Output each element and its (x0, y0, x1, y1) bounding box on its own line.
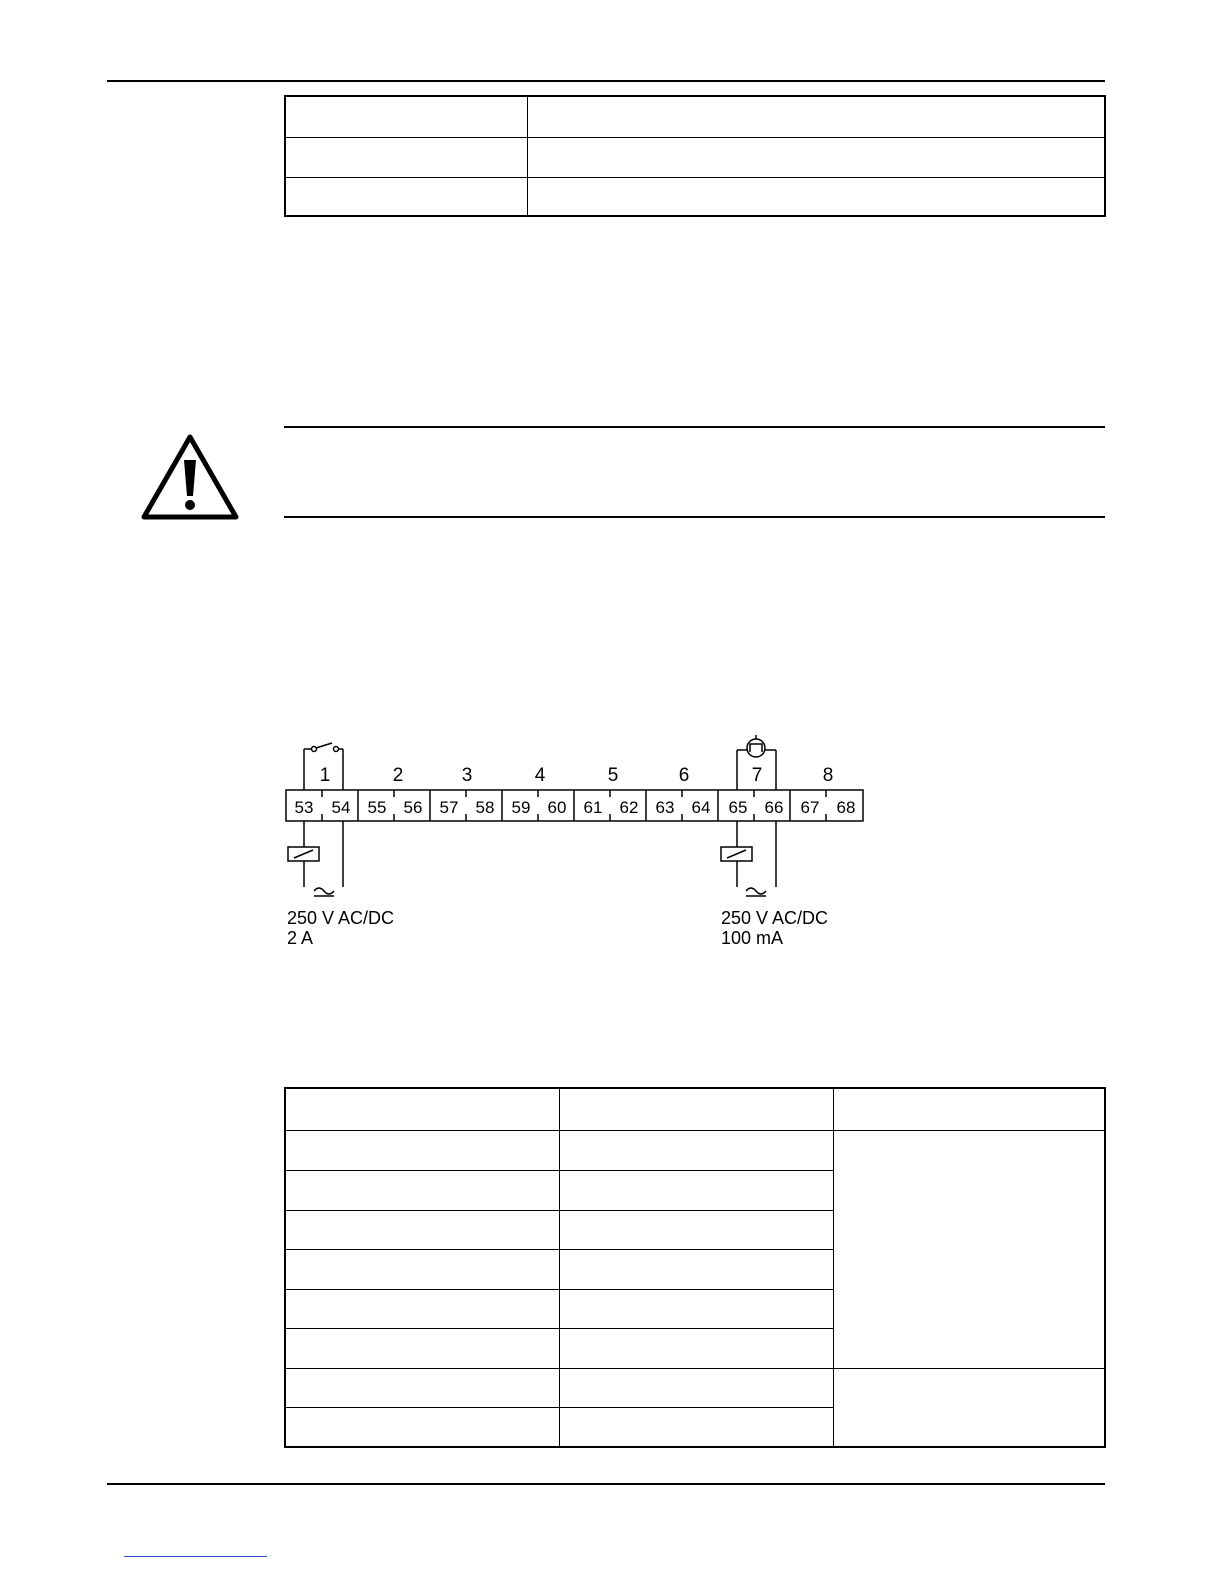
group-label: 1 (319, 765, 331, 786)
terminal-number: 58 (475, 798, 495, 817)
load-left (288, 821, 343, 896)
warning-icon (139, 432, 241, 522)
rating-left-voltage: 250 V AC/DC (287, 908, 395, 928)
group-label: 3 (461, 765, 473, 786)
top-table-row-divider (286, 137, 1104, 138)
terminal-number: 68 (836, 798, 856, 817)
bottom-table-row-divider (286, 1328, 833, 1329)
bottom-table-row-divider (286, 1170, 833, 1171)
terminal-number: 55 (367, 798, 387, 817)
terminal-number: 60 (547, 798, 567, 817)
header-rule (107, 80, 1105, 82)
terminal-number: 57 (439, 798, 459, 817)
bottom-table-row-divider (286, 1289, 833, 1290)
group-label: 4 (534, 765, 546, 786)
rating-right-voltage: 250 V AC/DC (721, 908, 829, 928)
terminal-number: 65 (728, 798, 748, 817)
warning-top-rule (284, 426, 1105, 428)
group-label: 8 (822, 765, 834, 786)
footer-rule (107, 1483, 1105, 1485)
bottom-table-row-divider (286, 1210, 833, 1211)
rating-left (287, 908, 394, 948)
load-right (721, 821, 776, 896)
bottom-table-row-divider (286, 1249, 833, 1250)
terminal-number: 59 (511, 798, 531, 817)
group-label: 7 (751, 765, 763, 786)
bottom-table-row-divider (286, 1407, 833, 1408)
terminal-number: 53 (294, 798, 314, 817)
bottom-table (284, 1087, 1106, 1448)
bottom-table-row-divider (286, 1130, 1104, 1131)
rating-right (721, 908, 828, 948)
warning-bottom-rule (284, 516, 1105, 518)
terminal-number: 63 (655, 798, 675, 817)
terminal-number: 62 (619, 798, 639, 817)
bottom-table-col-divider (833, 1089, 834, 1446)
footer-link-underline[interactable] (124, 1556, 267, 1557)
top-table-row-divider (286, 177, 1104, 178)
terminal-number: 56 (403, 798, 423, 817)
top-table-col-divider (527, 97, 528, 215)
top-table (284, 95, 1106, 217)
group-label: 2 (392, 765, 404, 786)
terminal-number: 66 (764, 798, 784, 817)
bottom-table-col-divider (559, 1089, 560, 1446)
terminal-number: 61 (583, 798, 603, 817)
terminal-number: 64 (691, 798, 711, 817)
terminal-number: 67 (800, 798, 820, 817)
rating-left-current: 2 A (287, 928, 314, 948)
group-label: 5 (607, 765, 619, 786)
group-label: 6 (678, 765, 690, 786)
bottom-table-row-divider (286, 1368, 1104, 1369)
terminal-number: 54 (331, 798, 351, 817)
rating-right-current: 100 mA (721, 928, 784, 948)
